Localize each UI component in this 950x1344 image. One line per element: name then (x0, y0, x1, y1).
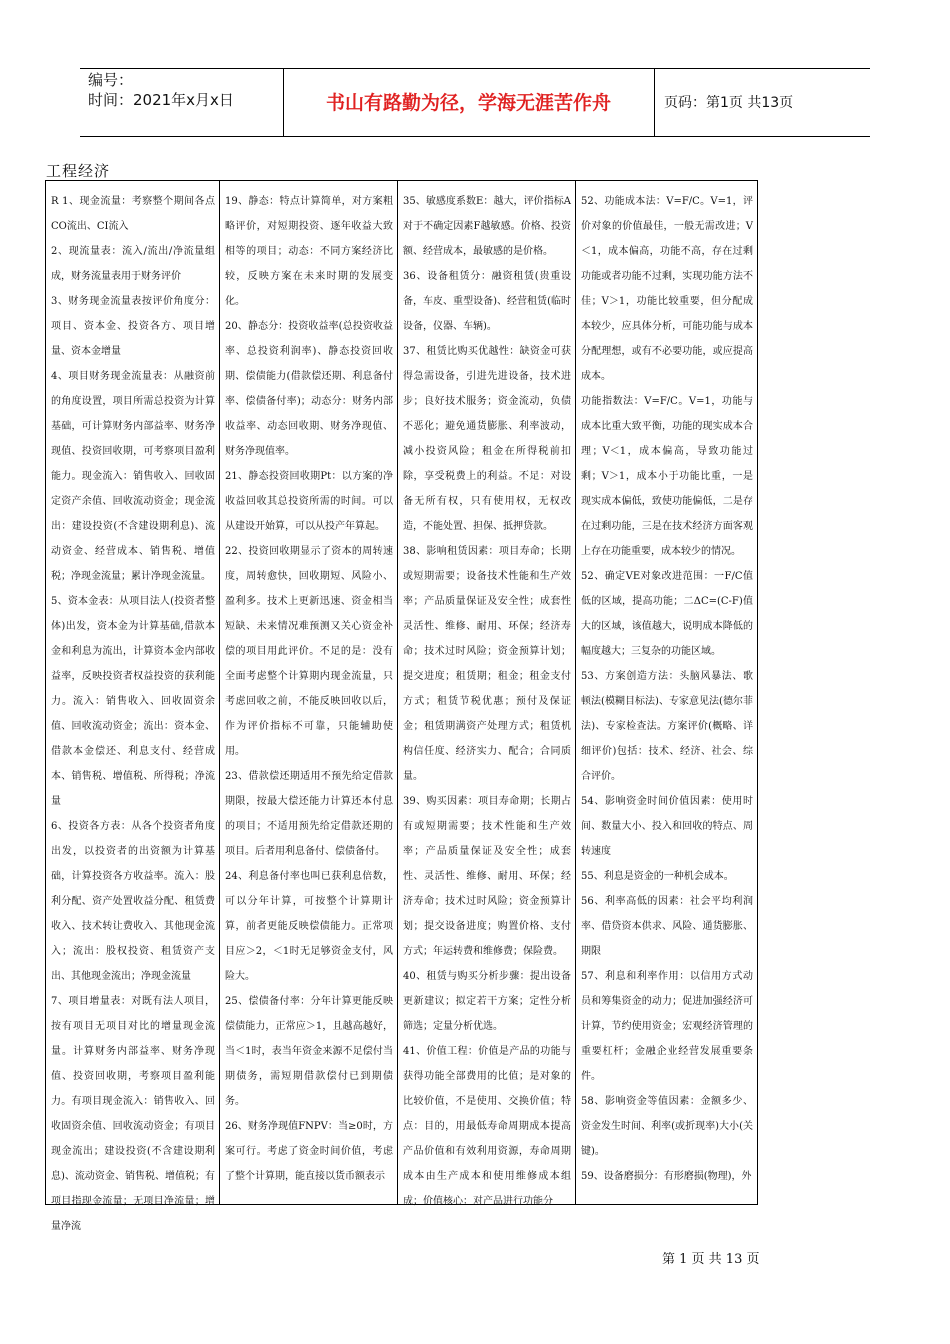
entry-paragraph: 41、价值工程：价值是产品的功能与获得功能全部费用的比值；是对象的比较价值，不是使用、交换价值；特点：目的，用最低寿命周期成本提高产品价值和有效利用资源，寿命周期成本由生产成本和使用维修成本组成；价值核心：对产品进行功能分 (403, 1046, 571, 1207)
entry-paragraph: 3、财务现金流量表按评价角度分：项目、资本金、投资各方、项目增量、资本金增量 (51, 296, 215, 357)
header-divider-right (654, 68, 655, 136)
number-label: 编号： (88, 71, 134, 89)
entry-paragraph: 36、设备租赁分：融资租赁(贵重设备，车皮、重型设备)、经营租赁(临时设备，仪器、车辆)。 (403, 271, 571, 332)
header-left (88, 70, 278, 110)
entry-paragraph: 21、静态投资回收期Pt：以方案的净收益回收其总投资所需的时间。可以从建设开始算，可以从投产年算起。 (225, 471, 393, 532)
table-column-1 (46, 181, 220, 1232)
entry-paragraph: 20、静态分：投资收益率(总投资收益率、总投资利润率)、静态投资回收期、偿债能力(借款偿还期、利息备付率、偿债备付率)；动态分：财务内部收益率、动态回收期、财务净现值、财务净现值率。 (225, 321, 393, 457)
header-motto: 书山有路勤为径，学海无涯苦作舟 (325, 92, 611, 114)
entry-paragraph: 40、租赁与购买分析步骤：提出设备更新建议；拟定若干方案；定性分析筛选；定量分析优选。 (403, 971, 571, 1032)
entry-paragraph: 38、影响租赁因素：项目寿命；长期或短期需要；设备技术性能和生产效率；产品质量保证及安全性；成套性灵活性、维修、耐用、环保；经济寿命；技术过时风险；资金预算计划；提交进度；租赁期；租金；租金支付方式；租赁节税优惠；预付及保证金；租赁期满资产处理方式；租赁机构信任度、经济实力、配合；合同质量。 (403, 546, 571, 782)
entry-paragraph: 59、设备磨损分：有形磨损(物理)，外 (581, 1171, 752, 1182)
entry-paragraph: 7、项目增量表：对既有法人项目，按有项目无项目对比的增量现金流量。计算财务内部益率、财务净现值、投资回收期，考察项目盈利能力。有项目现金流入：销售收入、回收固资余值、回收流动资金；有项目现金流出；建设投资(不含建设期利息)、流动资金、销售税、增值税；有项目指现金流量；无项目净流量；增量净流 (51, 996, 215, 1232)
entry-paragraph: 56、利率高低的因素：社会平均利润率、借贷资本供求、风险、通货膨胀、期限 (581, 896, 753, 957)
entry-paragraph: 53、方案创造方法：头脑风暴法、歌顿法(模糊目标法)、专家意见法(德尔菲法)、专家检查法。方案评价(概略、详细评价)包括：技术、经济、社会、综合评价。 (581, 671, 753, 782)
entry-paragraph: 25、偿债备付率：分年计算更能反映偿债能力，正常应＞1，且越高越好，当＜1时，表当年资金来源不足偿付当期债务，需短期借款偿付已到期债务。 (225, 996, 393, 1107)
entry-paragraph: 19、静态：特点计算简单，对方案粗略评价，对短期投资、逐年收益大致相等的项目；动态：不同方案经济比较，反映方案在未来时期的发展变化。 (225, 196, 393, 307)
entry-paragraph: 功能指数法：V=F/C。V=1，功能与成本比重大致平衡，功能的现实成本合理；V＜1，成本偏高，导致功能过剩；V＞1，成本小于功能比重，一是现实成本偏低，致使功能偏低，二是存在过剩功能，三是在技术经济方面客观上存在功能重要，成本较少的情况。 (581, 396, 753, 557)
entry-paragraph: R 1、现金流量：考察整个期间各点CO流出、CI流入 (51, 196, 215, 232)
entry-paragraph: 2、现流量表：流入/流出/净流量组成，财务流量表用于财务评价 (51, 246, 215, 282)
entry-paragraph: 35、敏感度系数E：越大，评价指标A对于不确定因素F越敏感。价格、投资额、经营成本，最敏感的是价格。 (403, 196, 571, 257)
entry-paragraph: 37、租赁比购买优越性：缺资金可获得急需设备，引进先进设备，技术进步；良好技术服务；资金流动，负债不恶化；避免通货膨胀、利率波动，减小投资风险；租金在所得税前扣除，享受税费上的利益。不足：对设备无所有权，只有使用权，无权改造，不能处置、担保、抵押贷款。 (403, 346, 571, 532)
entry-paragraph: 4、项目财务现金流量表：从融资前的角度设置，项目所需总投资为计算基础，可计算财务内部益率、财务净现值、投资回收期，可考察项目盈利能力。现金流入：销售收入、回收固定资产余值、回收流动资金；现金流出：建设投资(不含建设期利息)、流动资金、经营成本、销售税、增值税；净现金流量；累计净现金流量。 (51, 371, 215, 582)
entry-paragraph: 54、影响资金时间价值因素：使用时间、数量大小、投入和回收的特点、周转速度 (581, 796, 753, 857)
entry-paragraph: 57、利息和利率作用：以信用方式动员和筹集资金的动力；促进加强经济可计算，节约使用资金；宏观经济管理的重要杠杆；金融企业经营发展重要条件。 (581, 971, 753, 1082)
entry-paragraph: 52、功能成本法：V=F/C。V=1，评价对象的价值最佳，一般无需改进；V＜1，成本偏高，功能不高，存在过剩功能或者功能不过剩，实现功能方法不佳；V＞1，功能比较重要，但分配成本较少，应具体分析，可能功能与成本分配理想，或有不必要功能，或应提高成本。 (581, 196, 753, 382)
entry-paragraph: 26、财务净现值FNPV：当≥0时，方案可行。考虑了资金时间价值，考虑了整个计算期，能直接以货币额表示 (225, 1121, 393, 1182)
header-top-rule (80, 68, 870, 69)
entry-paragraph: 23、借款偿还期适用不预先给定借款期限，按最大偿还能力计算还本付息的项目；不适用预先给定借款还期的项目。后者用利息备付、偿债备付。 (225, 771, 393, 857)
entry-paragraph: 52、确定VE对象改进范围：一F/C值低的区域，提高功能；二ΔC=(C-F)值大的区域，该值越大，说明成本降低的幅度越大；三复杂的功能区域。 (581, 571, 753, 657)
time-label: 时间：2021年x月x日 (88, 91, 234, 109)
content-table (45, 180, 758, 1232)
table-column-4 (576, 181, 757, 1204)
entry-paragraph: 58、影响资金等值因素：金额多少、资金发生时间、利率(或折现率)大小(关键)。 (581, 1096, 753, 1157)
entry-paragraph: 39、购买因素：项目寿命期；长期占有或短期需要；技术性能和生产效率；产品质量保证及安全性；成套性、灵活性、维修、耐用、环保；经济寿命；技术过时风险；资金预算计划；提交设备进度；购置价格、支付方式；年运转费和维修费；保险费。 (403, 796, 571, 957)
table-column-3 (398, 181, 576, 1207)
table-column-2 (220, 181, 398, 1204)
header-bottom-rule (80, 136, 870, 137)
page-footer: 第 1 页 共 13 页 (662, 1252, 760, 1267)
entry-paragraph: 6、投资各方表：从各个投资者角度出发，以投资者的出资额为计算基础，计算投资各方收益率。流入：股利分配、资产处置收益分配、租赁费收入、技术转让费收入、其他现金流入；流出：股权投资、租赁资产支出、其他现金流出；净现金流量 (51, 821, 215, 982)
header-page-info: 页码：第1页 共13页 (664, 95, 794, 111)
entry-paragraph: 22、投资回收期显示了资本的周转速度，周转愈快，回收期短、风险小、盈利多。技术上更新迅速、资金相当短缺、未来情况难预测又关心资金补偿的项目用此评价。不足的是：没有全面考虑整个计算期内现金流量，只考虑回收之前，不能反映回收以后，作为评价指标不可靠，只能辅助使用。 (225, 546, 393, 757)
entry-paragraph: 55、利息是资金的一种机会成本。 (581, 871, 734, 882)
document-title: 工程经济 (46, 162, 111, 180)
entry-paragraph: 5、资本金表：从项目法人(投资者整体)出发，资本金为计算基础,借款本金和利息为流出，计算资本金内部收益率，反映投资者权益投资的获利能力。流入：销售收入、回收固资余值、回收流动资金；流出：资本金、借款本金偿还、利息支付、经营成本、销售税、增值税、所得税；净流量 (51, 596, 215, 807)
entry-paragraph: 24、利息备付率也叫已获利息倍数，可以分年计算，可按整个计算期计算，前者更能反映偿债能力。正常项目应＞2，＜1时无足够资金支付，风险大。 (225, 871, 393, 982)
